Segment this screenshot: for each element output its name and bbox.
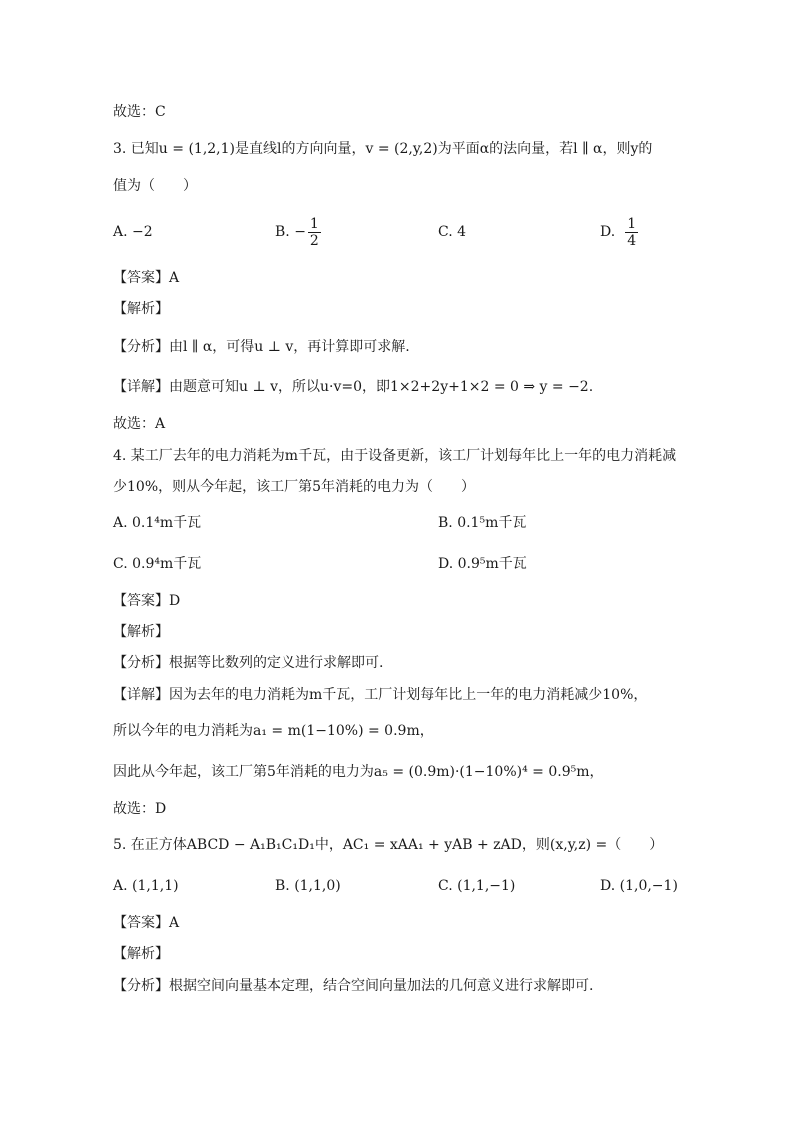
q4-detail-line2: 所以今年的电力消耗为a₁ = m(1−10%) = 0.9m， bbox=[113, 723, 434, 739]
question-4-stem-cont: 少10%，则从今年起，该工厂第5年消耗的电力为（ ） bbox=[113, 479, 476, 495]
q5-option-c: C. (1,1,−1) bbox=[438, 878, 516, 894]
q4-analysis: 【分析】根据等比数列的定义进行求解即可. bbox=[113, 655, 384, 671]
q5-answer: 【答案】A bbox=[113, 915, 180, 931]
q3-option-d-numerator: 1 bbox=[627, 215, 637, 232]
q3-option-b-denominator: 2 bbox=[309, 232, 319, 249]
q3-answer: 【答案】A bbox=[113, 270, 180, 286]
q4-option-c: C. 0.9⁴m千瓦 bbox=[113, 556, 202, 572]
q3-option-b-numerator: 1 bbox=[309, 215, 319, 232]
q3-option-d-prefix: D. bbox=[600, 224, 616, 240]
q4-option-d: D. 0.9⁵m千瓦 bbox=[438, 556, 527, 572]
q3-detail: 【详解】由题意可知u ⊥ v，所以u·v=0，即1×2+2y+1×2 = 0 ⇒ y = −2. bbox=[113, 379, 594, 395]
q4-choice: 故选：D bbox=[113, 801, 167, 817]
question-4-stem: 4. 某工厂去年的电力消耗为m千瓦，由于设备更新，该工厂计划每年比上一年的电力消耗减 bbox=[113, 448, 677, 464]
q3-option-d bbox=[600, 212, 640, 252]
q3-option-b-prefix: B. − bbox=[275, 224, 306, 240]
question-5-stem: 5. 在正方体ABCD − A₁B₁C₁D₁中，AC₁ = xAA₁ + yAB + zAD，则(x,y,z) =（ ） bbox=[113, 837, 664, 853]
q4-option-b: B. 0.1⁵m千瓦 bbox=[438, 515, 527, 531]
q5-option-b: B. (1,1,0) bbox=[275, 878, 341, 894]
q5-option-d: D. (1,0,−1) bbox=[600, 878, 678, 894]
q3-analysis-heading: 【解析】 bbox=[113, 301, 169, 317]
answer-choice-q2: 故选：C bbox=[113, 104, 166, 120]
q4-analysis-heading: 【解析】 bbox=[113, 624, 169, 640]
q3-option-c: C. 4 bbox=[438, 224, 467, 240]
q4-answer: 【答案】D bbox=[113, 593, 181, 609]
q3-option-b bbox=[275, 212, 323, 252]
q5-analysis-heading: 【解析】 bbox=[113, 946, 169, 962]
q3-choice: 故选：A bbox=[113, 416, 166, 432]
question-3-stem-cont: 值为（ ） bbox=[113, 178, 197, 194]
q3-option-b-fraction bbox=[308, 216, 321, 249]
q3-option-a: A. −2 bbox=[113, 224, 153, 240]
question-3-stem: 3. 已知u = (1,2,1)是直线l的方向向量，v = (2,y,2)为平面α的法向量，若l ∥ α，则y的 bbox=[113, 141, 653, 157]
q5-analysis: 【分析】根据空间向量基本定理，结合空间向量加法的几何意义进行求解即可. bbox=[113, 978, 594, 994]
q3-option-d-fraction bbox=[625, 216, 638, 249]
q3-option-d-denominator: 4 bbox=[627, 232, 637, 249]
q3-analysis: 【分析】由l ∥ α，可得u ⊥ v，再计算即可求解. bbox=[113, 339, 410, 355]
q4-option-a: A. 0.1⁴m千瓦 bbox=[113, 515, 202, 531]
q4-detail: 【详解】因为去年的电力消耗为m千瓦，工厂计划每年比上一年的电力消耗减少10%， bbox=[113, 687, 648, 703]
q5-option-a: A. (1,1,1) bbox=[113, 878, 179, 894]
q4-detail-line3: 因此从今年起，该工厂第5年消耗的电力为a₅ = (0.9m)·(1−10%)⁴ = 0.9⁵m， bbox=[113, 764, 604, 780]
